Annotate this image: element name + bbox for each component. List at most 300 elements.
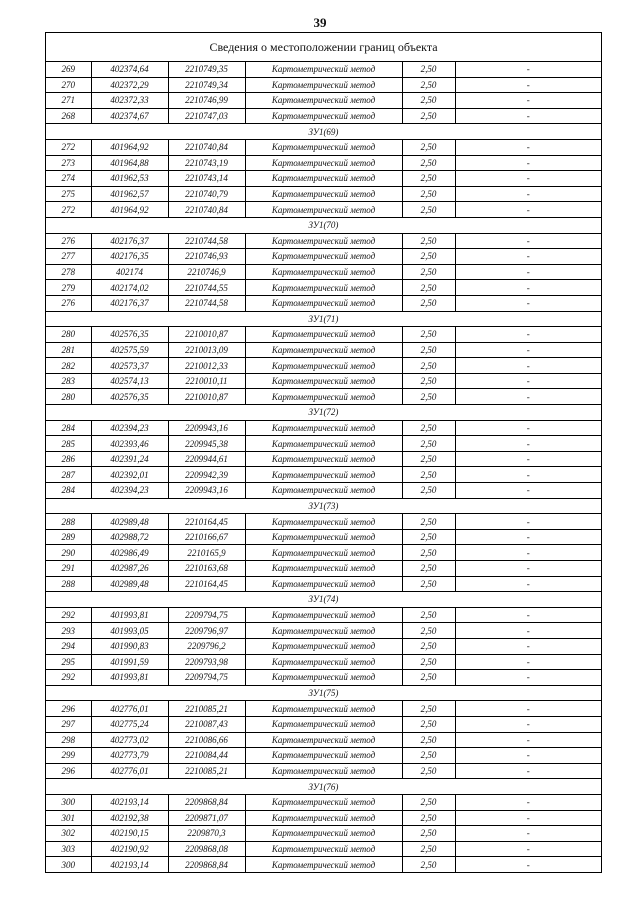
- cell-coord-x: 402393,46: [91, 436, 168, 452]
- cell-coord-y: 2210010,87: [168, 327, 245, 343]
- cell-point-number: 280: [46, 389, 91, 405]
- cell-method: Картометрический метод: [245, 295, 402, 311]
- cell-method: Картометрический метод: [245, 233, 402, 249]
- cell-description: -: [455, 732, 601, 748]
- cell-point-number: 277: [46, 249, 91, 265]
- cell-accuracy: 2,50: [402, 654, 455, 670]
- cell-point-number: 287: [46, 467, 91, 483]
- group-label: ЗУ1(69): [46, 124, 601, 140]
- cell-point-number: 282: [46, 358, 91, 374]
- cell-accuracy: 2,50: [402, 826, 455, 842]
- cell-description: -: [455, 857, 601, 872]
- table-row: [46, 93, 601, 109]
- cell-coord-x: 401993,81: [91, 607, 168, 623]
- group-label: ЗУ1(71): [46, 311, 601, 327]
- group-label: ЗУ1(73): [46, 498, 601, 514]
- cell-accuracy: 2,50: [402, 483, 455, 499]
- group-row: [46, 592, 601, 608]
- cell-coord-y: 2210010,11: [168, 373, 245, 389]
- cell-description: -: [455, 155, 601, 171]
- cell-accuracy: 2,50: [402, 342, 455, 358]
- cell-coord-x: 402174,02: [91, 280, 168, 296]
- cell-accuracy: 2,50: [402, 249, 455, 265]
- table-row: [46, 483, 601, 499]
- cell-coord-x: 402192,38: [91, 810, 168, 826]
- cell-accuracy: 2,50: [402, 62, 455, 77]
- cell-coord-y: 2209943,16: [168, 483, 245, 499]
- cell-description: -: [455, 280, 601, 296]
- table-row: [46, 420, 601, 436]
- cell-coord-x: 402190,15: [91, 826, 168, 842]
- cell-coord-y: 2210743,19: [168, 155, 245, 171]
- cell-method: Картометрический метод: [245, 202, 402, 218]
- cell-coord-x: 402372,33: [91, 93, 168, 109]
- cell-point-number: 276: [46, 295, 91, 311]
- cell-point-number: 283: [46, 373, 91, 389]
- cell-coord-y: 2210085,21: [168, 701, 245, 717]
- cell-accuracy: 2,50: [402, 264, 455, 280]
- cell-description: -: [455, 623, 601, 639]
- table-row: [46, 77, 601, 93]
- cell-point-number: 285: [46, 436, 91, 452]
- table-row: [46, 171, 601, 187]
- cell-method: Картометрический метод: [245, 514, 402, 530]
- group-row: [46, 217, 601, 233]
- cell-description: -: [455, 607, 601, 623]
- table-row: [46, 373, 601, 389]
- cell-description: -: [455, 545, 601, 561]
- cell-accuracy: 2,50: [402, 810, 455, 826]
- cell-accuracy: 2,50: [402, 467, 455, 483]
- cell-accuracy: 2,50: [402, 108, 455, 124]
- table-row: [46, 108, 601, 124]
- cell-description: -: [455, 62, 601, 77]
- cell-coord-y: 2209942,39: [168, 467, 245, 483]
- cell-description: -: [455, 670, 601, 686]
- cell-coord-x: 402374,67: [91, 108, 168, 124]
- table-row: [46, 280, 601, 296]
- cell-method: Картометрический метод: [245, 451, 402, 467]
- cell-coord-y: 2210740,79: [168, 186, 245, 202]
- cell-coord-y: 2210087,43: [168, 716, 245, 732]
- page-number: 39: [313, 15, 327, 30]
- cell-description: -: [455, 841, 601, 857]
- cell-point-number: 278: [46, 264, 91, 280]
- table-row: [46, 638, 601, 654]
- cell-coord-y: 2210164,45: [168, 576, 245, 592]
- cell-method: Картометрический метод: [245, 62, 402, 77]
- cell-method: Картометрический метод: [245, 732, 402, 748]
- cell-point-number: 302: [46, 826, 91, 842]
- cell-accuracy: 2,50: [402, 420, 455, 436]
- cell-point-number: 279: [46, 280, 91, 296]
- cell-description: -: [455, 451, 601, 467]
- cell-coord-x: 402193,14: [91, 794, 168, 810]
- group-label: ЗУ1(70): [46, 217, 601, 233]
- table-row: [46, 202, 601, 218]
- cell-coord-x: 402988,72: [91, 529, 168, 545]
- cell-coord-x: 402176,35: [91, 249, 168, 265]
- cell-description: -: [455, 202, 601, 218]
- cell-coord-x: 402576,35: [91, 389, 168, 405]
- cell-coord-y: 2209796,2: [168, 638, 245, 654]
- cell-accuracy: 2,50: [402, 202, 455, 218]
- cell-accuracy: 2,50: [402, 638, 455, 654]
- cell-point-number: 270: [46, 77, 91, 93]
- table-row: [46, 233, 601, 249]
- cell-description: -: [455, 93, 601, 109]
- table-row: [46, 748, 601, 764]
- cell-coord-x: 402374,64: [91, 62, 168, 77]
- cell-coord-y: 2209794,75: [168, 607, 245, 623]
- cell-method: Картометрический метод: [245, 638, 402, 654]
- cell-accuracy: 2,50: [402, 77, 455, 93]
- cell-accuracy: 2,50: [402, 295, 455, 311]
- cell-coord-x: 402174: [91, 264, 168, 280]
- cell-coord-x: 402574,13: [91, 373, 168, 389]
- cell-point-number: 299: [46, 748, 91, 764]
- cell-coord-y: 2209868,84: [168, 857, 245, 872]
- cell-coord-x: 402776,01: [91, 701, 168, 717]
- cell-point-number: 297: [46, 716, 91, 732]
- cell-coord-y: 2210164,45: [168, 514, 245, 530]
- cell-coord-x: 402773,79: [91, 748, 168, 764]
- cell-coord-y: 2210740,84: [168, 202, 245, 218]
- cell-coord-x: 401962,57: [91, 186, 168, 202]
- group-row: [46, 124, 601, 140]
- cell-method: Картометрический метод: [245, 186, 402, 202]
- cell-coord-x: 402773,02: [91, 732, 168, 748]
- table-row: [46, 763, 601, 779]
- cell-point-number: 292: [46, 670, 91, 686]
- cell-method: Картометрический метод: [245, 155, 402, 171]
- cell-accuracy: 2,50: [402, 233, 455, 249]
- cell-coord-x: 402989,48: [91, 576, 168, 592]
- cell-coord-y: 2209945,38: [168, 436, 245, 452]
- cell-accuracy: 2,50: [402, 373, 455, 389]
- cell-point-number: 288: [46, 576, 91, 592]
- table-row: [46, 139, 601, 155]
- cell-accuracy: 2,50: [402, 732, 455, 748]
- cell-description: -: [455, 467, 601, 483]
- cell-description: -: [455, 108, 601, 124]
- cell-coord-x: 402576,35: [91, 327, 168, 343]
- cell-accuracy: 2,50: [402, 186, 455, 202]
- cell-coord-x: 402575,59: [91, 342, 168, 358]
- cell-description: -: [455, 77, 601, 93]
- cell-description: -: [455, 139, 601, 155]
- cell-accuracy: 2,50: [402, 701, 455, 717]
- cell-point-number: 295: [46, 654, 91, 670]
- cell-method: Картометрический метод: [245, 358, 402, 374]
- cell-point-number: 296: [46, 763, 91, 779]
- cell-accuracy: 2,50: [402, 857, 455, 872]
- cell-accuracy: 2,50: [402, 670, 455, 686]
- cell-coord-y: 2210746,93: [168, 249, 245, 265]
- cell-point-number: 296: [46, 701, 91, 717]
- cell-description: -: [455, 327, 601, 343]
- cell-accuracy: 2,50: [402, 607, 455, 623]
- group-label: ЗУ1(76): [46, 779, 601, 795]
- cell-coord-y: 2210746,9: [168, 264, 245, 280]
- cell-coord-x: 401964,88: [91, 155, 168, 171]
- cell-method: Картометрический метод: [245, 716, 402, 732]
- cell-description: -: [455, 748, 601, 764]
- group-row: [46, 498, 601, 514]
- cell-description: -: [455, 514, 601, 530]
- cell-point-number: 289: [46, 529, 91, 545]
- cell-method: Картометрический метод: [245, 623, 402, 639]
- table-row: [46, 654, 601, 670]
- cell-coord-y: 2210747,03: [168, 108, 245, 124]
- table-row: [46, 249, 601, 265]
- cell-coord-y: 2209868,08: [168, 841, 245, 857]
- cell-coord-y: 2209944,61: [168, 451, 245, 467]
- cell-point-number: 300: [46, 794, 91, 810]
- cell-description: -: [455, 389, 601, 405]
- table-row: [46, 623, 601, 639]
- cell-method: Картометрический метод: [245, 77, 402, 93]
- table-row: [46, 295, 601, 311]
- table-row: [46, 155, 601, 171]
- cell-coord-y: 2210749,35: [168, 62, 245, 77]
- cell-point-number: 290: [46, 545, 91, 561]
- cell-description: -: [455, 701, 601, 717]
- table-row: [46, 732, 601, 748]
- cell-method: Картометрический метод: [245, 826, 402, 842]
- cell-point-number: 293: [46, 623, 91, 639]
- cell-point-number: 292: [46, 607, 91, 623]
- cell-method: Картометрический метод: [245, 420, 402, 436]
- cell-coord-x: 401993,81: [91, 670, 168, 686]
- cell-method: Картометрический метод: [245, 607, 402, 623]
- cell-method: Картометрический метод: [245, 342, 402, 358]
- cell-description: -: [455, 483, 601, 499]
- cell-method: Картометрический метод: [245, 794, 402, 810]
- cell-method: Картометрический метод: [245, 249, 402, 265]
- cell-accuracy: 2,50: [402, 794, 455, 810]
- cell-point-number: 303: [46, 841, 91, 857]
- cell-method: Картометрический метод: [245, 280, 402, 296]
- cell-coord-x: 402573,37: [91, 358, 168, 374]
- cell-point-number: 280: [46, 327, 91, 343]
- cell-coord-y: 2209794,75: [168, 670, 245, 686]
- table-row: [46, 841, 601, 857]
- cell-description: -: [455, 249, 601, 265]
- cell-accuracy: 2,50: [402, 436, 455, 452]
- cell-coord-x: 402776,01: [91, 763, 168, 779]
- cell-coord-y: 2209870,3: [168, 826, 245, 842]
- cell-point-number: 272: [46, 139, 91, 155]
- cell-accuracy: 2,50: [402, 529, 455, 545]
- cell-coord-y: 2210749,34: [168, 77, 245, 93]
- cell-point-number: 291: [46, 561, 91, 577]
- cell-coord-x: 402394,23: [91, 483, 168, 499]
- cell-point-number: 276: [46, 233, 91, 249]
- cell-description: -: [455, 171, 601, 187]
- cell-point-number: 274: [46, 171, 91, 187]
- cell-method: Картометрический метод: [245, 171, 402, 187]
- coordinates-table: [46, 62, 601, 872]
- cell-coord-x: 402372,29: [91, 77, 168, 93]
- cell-accuracy: 2,50: [402, 280, 455, 296]
- cell-coord-y: 2210740,84: [168, 139, 245, 155]
- cell-point-number: 301: [46, 810, 91, 826]
- cell-point-number: 294: [46, 638, 91, 654]
- table-row: [46, 607, 601, 623]
- table-row: [46, 794, 601, 810]
- cell-coord-y: 2210163,68: [168, 561, 245, 577]
- cell-coord-x: 402391,24: [91, 451, 168, 467]
- cell-method: Картометрический метод: [245, 93, 402, 109]
- table-row: [46, 264, 601, 280]
- cell-method: Картометрический метод: [245, 389, 402, 405]
- cell-accuracy: 2,50: [402, 716, 455, 732]
- cell-accuracy: 2,50: [402, 561, 455, 577]
- cell-description: -: [455, 654, 601, 670]
- cell-coord-x: 402986,49: [91, 545, 168, 561]
- cell-coord-y: 2210165,9: [168, 545, 245, 561]
- table-row: [46, 670, 601, 686]
- group-row: [46, 779, 601, 795]
- cell-coord-x: 401990,83: [91, 638, 168, 654]
- cell-method: Картометрический метод: [245, 841, 402, 857]
- table-row: [46, 826, 601, 842]
- cell-description: -: [455, 810, 601, 826]
- table-row: [46, 62, 601, 77]
- cell-coord-y: 2210012,33: [168, 358, 245, 374]
- cell-description: -: [455, 561, 601, 577]
- cell-coord-y: 2210746,99: [168, 93, 245, 109]
- cell-coord-x: 402987,26: [91, 561, 168, 577]
- group-row: [46, 405, 601, 421]
- cell-point-number: 268: [46, 108, 91, 124]
- table-row: [46, 701, 601, 717]
- table-row: [46, 857, 601, 872]
- cell-method: Картометрический метод: [245, 701, 402, 717]
- cell-coord-y: 2210744,58: [168, 295, 245, 311]
- cell-coord-y: 2210743,14: [168, 171, 245, 187]
- cell-point-number: 275: [46, 186, 91, 202]
- table-row: [46, 389, 601, 405]
- cell-accuracy: 2,50: [402, 171, 455, 187]
- cell-coord-x: 401993,05: [91, 623, 168, 639]
- cell-coord-x: 402394,23: [91, 420, 168, 436]
- cell-description: -: [455, 295, 601, 311]
- cell-method: Картометрический метод: [245, 654, 402, 670]
- table-row: [46, 342, 601, 358]
- cell-coord-x: 402190,92: [91, 841, 168, 857]
- cell-coord-y: 2209943,16: [168, 420, 245, 436]
- cell-point-number: 288: [46, 514, 91, 530]
- cell-coord-x: 401964,92: [91, 202, 168, 218]
- cell-method: Картометрический метод: [245, 545, 402, 561]
- table-body: [46, 62, 601, 872]
- cell-description: -: [455, 794, 601, 810]
- cell-point-number: 272: [46, 202, 91, 218]
- cell-method: Картометрический метод: [245, 373, 402, 389]
- table-row: [46, 436, 601, 452]
- cell-accuracy: 2,50: [402, 389, 455, 405]
- table-row: [46, 545, 601, 561]
- cell-accuracy: 2,50: [402, 545, 455, 561]
- cell-coord-y: 2209796,97: [168, 623, 245, 639]
- cell-coord-x: 402989,48: [91, 514, 168, 530]
- cell-coord-y: 2209793,98: [168, 654, 245, 670]
- cell-accuracy: 2,50: [402, 748, 455, 764]
- cell-coord-x: 402176,37: [91, 295, 168, 311]
- cell-method: Картометрический метод: [245, 483, 402, 499]
- table-row: [46, 810, 601, 826]
- cell-description: -: [455, 186, 601, 202]
- group-label: ЗУ1(75): [46, 685, 601, 701]
- cell-method: Картометрический метод: [245, 810, 402, 826]
- cell-description: -: [455, 576, 601, 592]
- cell-coord-y: 2210166,67: [168, 529, 245, 545]
- cell-accuracy: 2,50: [402, 155, 455, 171]
- cell-accuracy: 2,50: [402, 93, 455, 109]
- cell-method: Картометрический метод: [245, 139, 402, 155]
- cell-coord-y: 2210013,09: [168, 342, 245, 358]
- cell-coord-x: 401962,53: [91, 171, 168, 187]
- cell-coord-x: 402193,14: [91, 857, 168, 872]
- cell-method: Картометрический метод: [245, 857, 402, 872]
- cell-accuracy: 2,50: [402, 841, 455, 857]
- group-label: ЗУ1(72): [46, 405, 601, 421]
- cell-coord-x: 402775,24: [91, 716, 168, 732]
- cell-coord-y: 2209868,84: [168, 794, 245, 810]
- cell-point-number: 298: [46, 732, 91, 748]
- cell-accuracy: 2,50: [402, 763, 455, 779]
- cell-method: Картометрический метод: [245, 327, 402, 343]
- group-label: ЗУ1(74): [46, 592, 601, 608]
- cell-accuracy: 2,50: [402, 139, 455, 155]
- cell-description: -: [455, 763, 601, 779]
- table-row: [46, 467, 601, 483]
- group-row: [46, 311, 601, 327]
- cell-coord-x: 402392,01: [91, 467, 168, 483]
- cell-description: -: [455, 638, 601, 654]
- table-row: [46, 716, 601, 732]
- table-row: [46, 358, 601, 374]
- cell-method: Картометрический метод: [245, 748, 402, 764]
- cell-description: -: [455, 420, 601, 436]
- cell-accuracy: 2,50: [402, 514, 455, 530]
- cell-method: Картометрический метод: [245, 467, 402, 483]
- cell-description: -: [455, 716, 601, 732]
- cell-accuracy: 2,50: [402, 327, 455, 343]
- cell-coord-y: 2210084,44: [168, 748, 245, 764]
- cell-coord-x: 402176,37: [91, 233, 168, 249]
- cell-coord-x: 401964,92: [91, 139, 168, 155]
- cell-point-number: 269: [46, 62, 91, 77]
- cell-coord-y: 2210086,66: [168, 732, 245, 748]
- cell-description: -: [455, 373, 601, 389]
- boundary-table: [45, 32, 602, 873]
- table-title: Сведения о местоположении границ объекта: [46, 33, 601, 62]
- cell-point-number: 271: [46, 93, 91, 109]
- cell-description: -: [455, 342, 601, 358]
- cell-coord-y: 2209871,07: [168, 810, 245, 826]
- cell-method: Картометрический метод: [245, 576, 402, 592]
- cell-method: Картометрический метод: [245, 108, 402, 124]
- cell-method: Картометрический метод: [245, 529, 402, 545]
- cell-method: Картометрический метод: [245, 561, 402, 577]
- cell-accuracy: 2,50: [402, 576, 455, 592]
- table-row: [46, 451, 601, 467]
- cell-method: Картометрический метод: [245, 264, 402, 280]
- cell-coord-x: 401991,59: [91, 654, 168, 670]
